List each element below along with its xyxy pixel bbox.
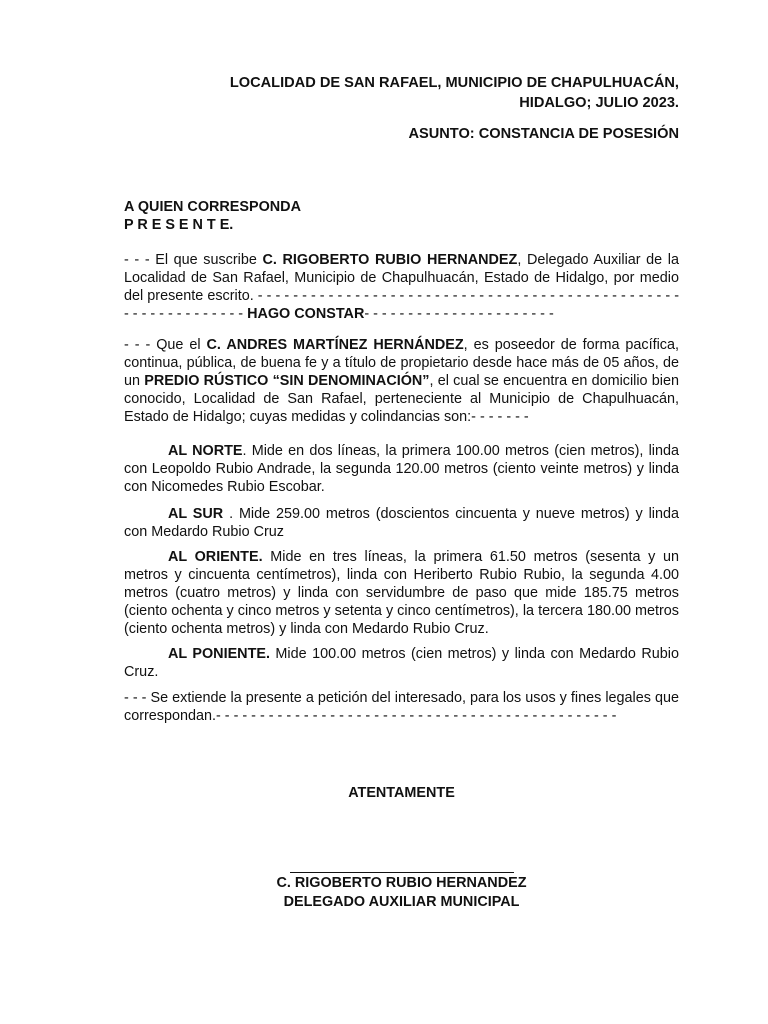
signer-name: C. RIGOBERTO RUBIO HERNANDEZ	[262, 252, 518, 268]
salutation-line-2: P R E S E N T E.	[124, 217, 234, 233]
intro-trail: - - - - - - - - - - - - - - - - - - - - - -	[364, 306, 554, 322]
closing-paragraph: - - - Se extiende la presente a petición del interesado, para los usos y fines legales que correspondan.- - - - - - - - - - - - - - - - - - - - - - - - - - - - - - - - - - - - - - - - - - - - - -	[124, 690, 679, 724]
boundary-north	[124, 442, 679, 496]
boundary-south	[124, 505, 679, 541]
hago-constar: HAGO CONSTAR	[247, 306, 365, 322]
regards-text: ATENTAMENTE	[348, 785, 455, 801]
place-date-line-1: LOCALIDAD DE SAN RAFAEL, MUNICIPIO DE CHAPULHUACÁN,	[229, 75, 679, 91]
signer-title: DELEGADO AUXILIAR MUNICIPAL	[283, 894, 520, 910]
boundary-north-label: AL NORTE	[168, 443, 243, 459]
possession-lead: - - - Que el	[124, 337, 207, 353]
boundary-south-label: AL SUR	[168, 506, 224, 522]
boundary-east	[124, 548, 679, 638]
boundary-south-text: . Mide 259.00 metros (doscientos cincuenta y nueve metros) y linda con Medardo Rubio Cruz	[124, 506, 679, 540]
possessor-name: C. ANDRES MARTÍNEZ HERNÁNDEZ	[206, 337, 464, 353]
intro-text: , Delegado Auxiliar de la Localidad de San Rafael, Municipio de Chapulhuacán, Estado de Hidalgo, por medio del presente escrito. - - - - - - - - - - - - - - - - - - - - - - - - - - - - - - - - - - - - - - - - - - - - - - - - - - - - - - - - - - - - - -	[124, 252, 680, 322]
salutation	[124, 198, 301, 234]
boundary-north-text: . Mide en dos líneas, la primera 100.00 metros (cien metros), linda con Leopoldo Rubio Andrade, la segunda 120.00 metros (ciento veinte metros) y linda con Nicomedes Rubio Escobar.	[124, 443, 679, 495]
possession-paragraph	[124, 336, 679, 426]
document-page	[124, 0, 679, 1024]
subject-line: ASUNTO: CONSTANCIA DE POSESIÓN	[408, 126, 679, 142]
signer-signature-name: C. RIGOBERTO RUBIO HERNANDEZ	[276, 875, 527, 891]
signature-block	[124, 874, 679, 912]
possession-text-2: , el cual se encuentra en domicilio bien conocido, Localidad de San Rafael, perteneciente al Municipio de Chapulhuacán, Estado de Hidalgo; cuyas medidas y colindancias son:- - - - - - -	[124, 373, 679, 425]
boundary-east-label: AL ORIENTE.	[168, 549, 263, 565]
signature-line	[290, 872, 514, 873]
boundary-west	[124, 645, 679, 681]
boundary-west-label: AL PONIENTE.	[168, 646, 270, 662]
property-name: PREDIO RÚSTICO “SIN DENOMINACIÓN”	[144, 373, 430, 389]
place-date-header	[124, 73, 679, 113]
intro-lead: - - - El que suscribe	[124, 252, 263, 268]
boundary-west-text: Mide 100.00 metros (cien metros) y linda con Medardo Rubio Cruz.	[124, 646, 679, 680]
place-date-line-2: HIDALGO; JULIO 2023.	[519, 95, 679, 111]
boundary-east-text: Mide en tres líneas, la primera 61.50 metros (sesenta y un metros y cincuenta centímetros), linda con Heriberto Rubio Rubio, la segunda 4.00 metros (cuatro metros) y linda con servidumbre de paso que mide 185.75 metros (ciento ochenta y cinco metros y setenta y cinco centímetros), la tercera 180.00 metros (ciento ochenta metros) y linda con Medardo Rubio Cruz.	[124, 549, 680, 637]
intro-paragraph	[124, 251, 679, 323]
salutation-line-1: A QUIEN CORRESPONDA	[124, 199, 301, 215]
possession-text-1: , es poseedor de forma pacífica, continua, pública, de buena fe y a título de propietario desde hace más de 05 años, de un	[124, 337, 679, 389]
